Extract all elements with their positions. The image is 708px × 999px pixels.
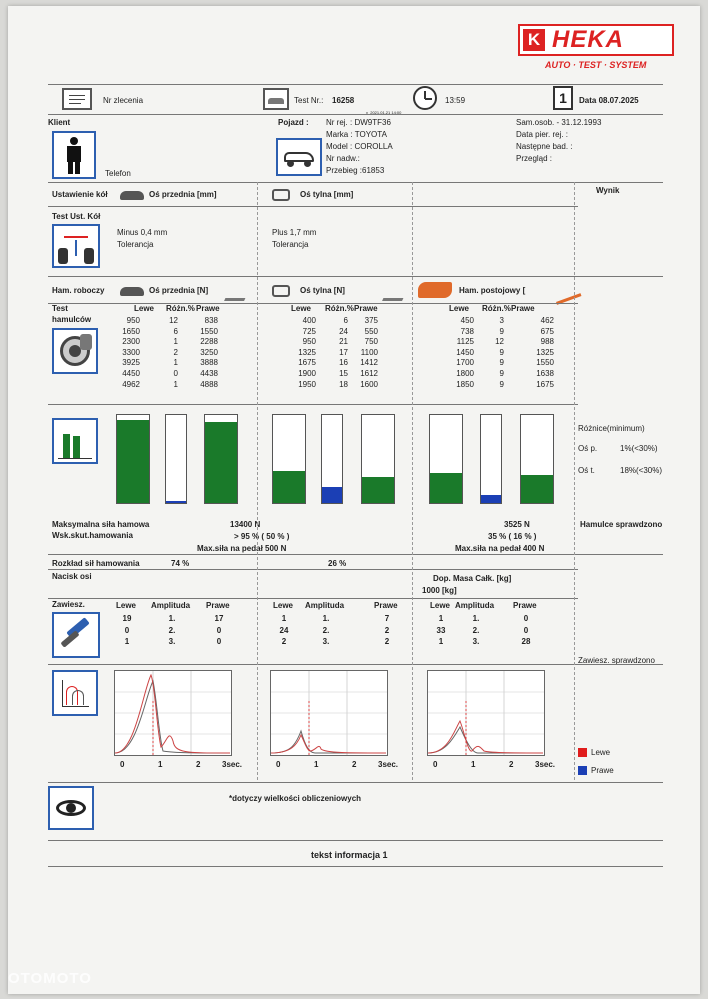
parking-row-diff: 3 xyxy=(499,316,504,325)
vehicle-model: Model : COROLLA xyxy=(326,142,393,151)
parking-row-left: 1700 xyxy=(456,358,474,368)
vehicle-vin: Nr nadw.: xyxy=(326,154,360,163)
vehicle-reg: Nr rej. : DW9TF36 xyxy=(326,118,391,127)
axle-load-label: Nacisk osi xyxy=(52,572,92,581)
vehicle-type: Sam.osob. - 31.12.1993 xyxy=(516,118,602,127)
rear-row-diff: 15 xyxy=(339,369,348,378)
rear-row-right: 1100 xyxy=(360,347,378,357)
rear-row-right: 375 xyxy=(364,316,378,325)
graph-curve-left xyxy=(428,721,543,753)
front-row-left: 3300 xyxy=(122,347,140,357)
client-label: Klient xyxy=(48,118,71,127)
brake-disc-icon xyxy=(52,328,98,374)
susp-front-left: 19 xyxy=(122,614,132,623)
front-row-left: 950 xyxy=(126,316,140,325)
parking-bar-0 xyxy=(429,414,463,504)
rear-row-left: 1325 xyxy=(298,347,316,357)
front-bar-1 xyxy=(165,414,187,504)
rear-bar-fill-0 xyxy=(273,471,305,503)
susp-third-col-right: Prawe xyxy=(513,601,537,610)
rear-row-left: 950 xyxy=(302,337,316,347)
legend-right: Prawe xyxy=(591,766,614,775)
parking-row-right: 1638 xyxy=(536,369,554,378)
heka-tagline: AUTO · TEST · SYSTEM xyxy=(545,60,647,70)
result-label: Wynik xyxy=(596,186,620,195)
distribution-front: 74 % xyxy=(171,559,190,568)
susp-third-right: 0 xyxy=(523,625,529,635)
parking-bar-fill-1 xyxy=(481,495,501,503)
front-alignment-value: Minus 0,4 mm xyxy=(117,228,168,237)
waveform-icon xyxy=(52,670,98,716)
front-bar-fill-2 xyxy=(205,422,237,503)
distribution-rear: 26 % xyxy=(328,559,347,568)
park-col-left: Lewe xyxy=(449,304,470,313)
rear-alignment-value: Plus 1,7 mm xyxy=(272,228,317,237)
graph-1-tick: 0 xyxy=(276,760,281,769)
front-row-diff: 1 xyxy=(173,337,178,347)
alignment-front-title: Oś przednia [mm] xyxy=(149,190,217,199)
susp-rear-col-right: Prawe xyxy=(374,601,398,610)
rear-bar-0 xyxy=(272,414,306,504)
rear-row-diff: 18 xyxy=(339,379,348,389)
max-force-front: 13400 N xyxy=(230,520,261,529)
graph-0-tick: 2 xyxy=(196,760,201,769)
test-number-value: 16258 xyxy=(332,96,355,105)
test-date: Data 08.07.2025 xyxy=(579,96,639,105)
legend-right-swatch xyxy=(578,766,587,775)
front-row-diff: 0 xyxy=(173,369,178,378)
document-icon xyxy=(62,88,92,110)
rear-row-diff: 24 xyxy=(339,326,348,336)
susp-third-right: 28 xyxy=(521,637,531,646)
graph-1 xyxy=(270,670,388,756)
front-col-right: Prawe xyxy=(196,304,220,313)
parking-row-left: 1850 xyxy=(456,379,474,389)
parking-row-left: 450 xyxy=(460,316,474,325)
rear-row-right: 1612 xyxy=(360,369,378,378)
graph-curve-left xyxy=(271,735,386,753)
parking-bar-2 xyxy=(520,414,554,504)
front-row-diff: 6 xyxy=(173,326,178,336)
graph-2 xyxy=(427,670,545,756)
distribution-label: Rozkład sił hamowania xyxy=(52,559,140,568)
graph-2-tick: 2 xyxy=(509,760,514,769)
front-row-left: 3925 xyxy=(122,358,140,368)
susp-rear-col-left: Lewe xyxy=(273,601,294,610)
car-icon xyxy=(263,88,289,110)
front-row-right: 4888 xyxy=(200,379,218,389)
front-row-right: 2288 xyxy=(200,337,218,347)
graph-2-tick: 3sec. xyxy=(535,760,556,769)
parking-row-diff: 9 xyxy=(499,358,504,368)
parking-bar-fill-2 xyxy=(521,475,553,503)
susp-front-right: 0 xyxy=(216,637,222,646)
heka-logo xyxy=(518,24,674,56)
max-force-label: Maksymalna siła hamowa xyxy=(52,520,150,529)
front-row-left: 4962 xyxy=(122,379,140,389)
parking-row-right: 462 xyxy=(540,316,554,325)
rear-row-right: 1412 xyxy=(360,358,378,368)
hand-brake-icon xyxy=(418,282,452,298)
rear-bar-fill-2 xyxy=(362,477,394,503)
legend-left: Lewe xyxy=(591,748,611,757)
parking-bar-1 xyxy=(480,414,502,504)
graph-2-tick: 0 xyxy=(433,760,438,769)
parking-row-diff: 9 xyxy=(499,379,504,389)
susp-front-col-left: Lewe xyxy=(116,601,137,610)
parking-row-right: 675 xyxy=(540,326,554,336)
car-front-icon-2 xyxy=(118,282,146,300)
susp-third-left: 1 xyxy=(438,614,444,623)
rear-col-left: Lewe xyxy=(291,304,312,313)
calculated-note: *dotyczy wielkości obliczeniowych xyxy=(229,794,362,803)
susp-front-left: 0 xyxy=(124,625,130,635)
test-time: 13:59 xyxy=(445,96,466,105)
alignment-rear-title: Oś tylna [mm] xyxy=(300,190,354,199)
inspection: Przegląd : xyxy=(516,154,553,163)
susp-rear-right: 7 xyxy=(384,614,390,623)
version-text: v_2021.01.21 14:00 xyxy=(366,110,402,115)
graph-1-tick: 2 xyxy=(352,760,357,769)
service-brake-label: Ham. roboczy xyxy=(52,286,105,295)
graph-curve-right xyxy=(428,727,543,753)
brake-test-label-2: hamulców xyxy=(52,315,92,324)
front-row-diff: 12 xyxy=(169,316,178,325)
parking-row-diff: 9 xyxy=(499,347,504,357)
order-number-label: Nr zlecenia xyxy=(103,96,144,105)
person-icon xyxy=(52,131,96,179)
susp-third-amp: 2. xyxy=(472,625,480,635)
graph-0 xyxy=(114,670,232,756)
susp-third-col-left: Lewe xyxy=(430,601,451,610)
graph-curve-left xyxy=(115,675,230,753)
rear-row-diff: 16 xyxy=(339,358,348,368)
front-diff-label: Oś p. xyxy=(578,444,598,453)
calendar-icon: 1 xyxy=(553,86,573,110)
parking-row-diff: 9 xyxy=(499,369,504,378)
rear-row-left: 400 xyxy=(302,316,316,325)
front-row-left: 2300 xyxy=(122,337,140,347)
susp-rear-col-amp: Amplituda xyxy=(305,601,345,610)
graph-0-tick: 3sec. xyxy=(222,760,243,769)
parking-row-diff: 9 xyxy=(499,326,504,336)
rear-row-right: 550 xyxy=(364,326,378,336)
park-col-right: Prawe xyxy=(511,304,535,313)
clock-icon xyxy=(413,86,437,110)
parking-row-right: 988 xyxy=(540,337,554,347)
parking-row-diff: 12 xyxy=(495,337,504,347)
susp-front-right: 0 xyxy=(216,625,222,635)
wheel-alignment-icon xyxy=(52,224,100,268)
pedal-icon-2 xyxy=(382,284,410,301)
car-front-icon xyxy=(118,186,146,204)
front-tolerance: Tolerancja xyxy=(117,240,154,249)
first-registration: Data pier. rej. : xyxy=(516,130,569,139)
rear-diff-label: Oś t. xyxy=(578,466,595,475)
brakes-checked: Hamulce sprawdzono xyxy=(580,520,663,529)
front-row-right: 3888 xyxy=(200,358,218,368)
pedal-icon xyxy=(224,284,252,301)
susp-front-amp: 2. xyxy=(168,625,176,635)
front-bar-2 xyxy=(204,414,238,504)
alignment-label: Ustawienie kół xyxy=(52,190,108,199)
rear-row-diff: 17 xyxy=(339,347,348,357)
pedal-force-parking: Max.siła na pedał 400 N xyxy=(455,544,545,553)
susp-rear-amp: 3. xyxy=(322,637,330,646)
rear-col-right: Prawe xyxy=(354,304,378,313)
front-row-right: 3250 xyxy=(200,347,218,357)
susp-third-amp: 1. xyxy=(472,614,480,623)
rear-row-diff: 6 xyxy=(343,316,348,325)
max-force-parking: 3525 N xyxy=(504,520,530,529)
gross-mass-value: 1000 [kg] xyxy=(422,586,457,595)
parking-lever-icon xyxy=(551,278,582,305)
graph-svg-0 xyxy=(115,671,231,755)
susp-rear-left: 24 xyxy=(279,625,289,635)
susp-third-left: 1 xyxy=(438,637,444,646)
eye-icon xyxy=(48,786,94,830)
watermark: OTOMOTO xyxy=(8,970,92,987)
susp-front-col-right: Prawe xyxy=(206,601,230,610)
rear-tolerance: Tolerancja xyxy=(272,240,309,249)
susp-third-right: 0 xyxy=(523,614,529,623)
susp-front-left: 1 xyxy=(124,637,130,646)
test-report-sheet xyxy=(8,6,700,994)
rear-row-left: 1950 xyxy=(298,379,316,389)
parking-row-right: 1675 xyxy=(536,379,554,389)
heka-logo-mark: K xyxy=(523,29,545,51)
graph-svg-2 xyxy=(428,671,544,755)
alignment-test-label: Test Ust. Kół xyxy=(52,212,101,221)
parking-bar-fill-0 xyxy=(430,473,462,503)
susp-rear-left: 2 xyxy=(281,637,287,646)
rear-row-right: 750 xyxy=(364,337,378,347)
front-row-diff: 2 xyxy=(173,347,178,357)
susp-front-amp: 3. xyxy=(168,637,176,646)
car-side-icon xyxy=(276,138,322,176)
susp-rear-amp: 2. xyxy=(322,625,330,635)
parking-row-left: 1800 xyxy=(456,369,474,378)
rear-row-left: 725 xyxy=(302,326,316,336)
susp-front-amp: 1. xyxy=(168,614,176,623)
test-number-label: Test Nr.: xyxy=(294,96,324,105)
front-row-right: 838 xyxy=(204,316,218,325)
rear-row-right: 1600 xyxy=(360,379,378,389)
parking-brake-title: Ham. postojowy [ xyxy=(459,286,526,295)
graph-1-tick: 3sec. xyxy=(378,760,399,769)
front-bar-fill-0 xyxy=(117,420,149,503)
graph-svg-1 xyxy=(271,671,387,755)
info-text: tekst informacja 1 xyxy=(311,850,388,860)
suspension-label: Zawiesz. xyxy=(52,600,85,609)
graph-0-tick: 0 xyxy=(120,760,125,769)
front-bar-0 xyxy=(116,414,150,504)
efficiency-parking: 35 % ( 16 % ) xyxy=(488,532,537,541)
front-row-left: 4450 xyxy=(122,369,140,378)
front-diff-value: 1%(<30%) xyxy=(620,444,658,453)
brake-front-title: Oś przednia [N] xyxy=(149,286,209,295)
suspension-checked: Zawiesz. sprawdzono xyxy=(578,656,655,665)
front-row-left: 1650 xyxy=(122,326,140,336)
rear-diff-value: 18%(<30%) xyxy=(620,466,663,475)
brake-rear-title: Oś tylna [N] xyxy=(300,286,345,295)
front-row-right: 4438 xyxy=(200,369,218,378)
susp-third-amp: 3. xyxy=(472,637,480,646)
front-col-diff: Różn.% xyxy=(166,304,195,313)
rear-bar-fill-1 xyxy=(322,487,342,503)
rear-row-diff: 21 xyxy=(339,337,348,347)
parking-row-left: 738 xyxy=(460,326,474,336)
rear-row-left: 1900 xyxy=(298,369,316,378)
car-rear-icon xyxy=(270,186,294,204)
susp-third-col-amp: Amplituda xyxy=(455,601,495,610)
phone-label: Telefon xyxy=(105,169,131,178)
efficiency-front: > 95 % ( 50 % ) xyxy=(234,532,290,541)
rear-bar-2 xyxy=(361,414,395,504)
rear-col-diff: Różn.% xyxy=(325,304,354,313)
vehicle-mileage: Przebieg :61853 xyxy=(326,166,385,175)
car-rear-icon-2 xyxy=(270,282,294,300)
parking-row-left: 1125 xyxy=(456,337,474,347)
shock-absorber-icon xyxy=(52,612,100,658)
rear-bar-1 xyxy=(321,414,343,504)
rear-row-left: 1675 xyxy=(298,358,316,368)
gross-mass-label: Dop. Masa Całk. [kg] xyxy=(433,574,512,583)
susp-rear-right: 2 xyxy=(384,637,390,646)
graph-1-tick: 1 xyxy=(314,760,319,769)
susp-rear-left: 1 xyxy=(281,614,287,623)
front-col-left: Lewe xyxy=(134,304,155,313)
susp-front-right: 17 xyxy=(214,614,224,623)
heka-logo-text: HEKA xyxy=(552,26,625,53)
vehicle-label: Pojazd : xyxy=(278,118,309,127)
parking-row-right: 1325 xyxy=(536,347,554,357)
graph-2-tick: 1 xyxy=(471,760,476,769)
pedal-force-front: Max.siła na pedał 500 N xyxy=(197,544,287,553)
susp-rear-amp: 1. xyxy=(322,614,330,623)
susp-rear-right: 2 xyxy=(384,625,390,635)
parking-row-left: 1450 xyxy=(456,347,474,357)
differences-title: Różnice(minimum) xyxy=(578,424,645,433)
front-row-diff: 1 xyxy=(173,379,178,389)
bar-chart-icon xyxy=(52,418,98,464)
next-inspection: Następne bad. : xyxy=(516,142,573,151)
graph-0-tick: 1 xyxy=(158,760,163,769)
efficiency-label: Wsk.skut.hamowania xyxy=(52,531,133,540)
legend-left-swatch xyxy=(578,748,587,757)
susp-third-left: 33 xyxy=(436,625,446,635)
park-col-diff: Różn.% xyxy=(482,304,511,313)
front-row-diff: 1 xyxy=(173,358,178,368)
front-row-right: 1550 xyxy=(200,326,218,336)
parking-row-right: 1550 xyxy=(536,358,554,368)
vehicle-make: Marka : TOYOTA xyxy=(326,130,387,139)
front-bar-fill-1 xyxy=(166,501,186,503)
brake-test-label: Test xyxy=(52,304,68,313)
susp-front-col-amp: Amplituda xyxy=(151,601,191,610)
